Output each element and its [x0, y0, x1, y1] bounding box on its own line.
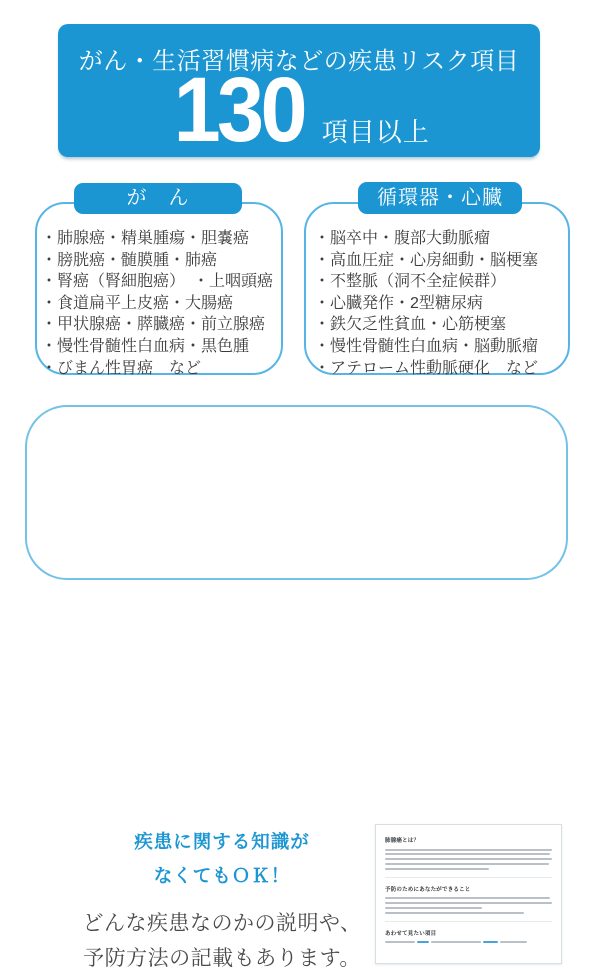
- category-pill-circulatory: 循環器・心臓: [358, 182, 522, 214]
- report-section-heading: 予防のためにあなたができること: [385, 886, 471, 893]
- report-link-line: [385, 941, 552, 943]
- bottom-note-box: [25, 405, 568, 970]
- report-screenshot-preview: [375, 824, 562, 964]
- count-number: 130: [173, 59, 305, 161]
- disease-item: ・びまん性胃癌 など: [41, 359, 202, 377]
- banner: [58, 24, 540, 161]
- note-text-block: [57, 825, 387, 976]
- report-divider: [385, 921, 552, 922]
- report-text-segment: [431, 941, 481, 943]
- category-box-circulatory: [304, 202, 570, 375]
- inline-link-placeholder: [417, 941, 429, 943]
- note-body-line2: 予防方法の記載もあります。: [83, 947, 361, 970]
- disease-item: ・高血圧症・心房細動・脳梗塞: [314, 251, 539, 269]
- disease-item: ・心臓発作・2型糖尿病: [314, 294, 483, 312]
- report-text-line: [385, 858, 552, 860]
- report-text-segment: [385, 941, 415, 943]
- disease-item: ・アテローム性動脈硬化 など: [314, 359, 539, 377]
- disease-item: ・肺腺癌・精巣腫瘍・胆嚢癌: [41, 230, 250, 247]
- disease-item: ・膀胱癌・髄膜腫・肺癌: [41, 251, 218, 269]
- report-text-line: [385, 897, 550, 899]
- count-suffix: 項目以上: [321, 117, 430, 147]
- disease-item: ・脳卒中・腹部大動脈瘤: [314, 230, 491, 247]
- disease-list-circulatory: [306, 204, 568, 379]
- category-box-cancer: [35, 202, 283, 375]
- inline-link-placeholder: [483, 941, 498, 943]
- report-text-line: [385, 863, 549, 865]
- report-text-line: [385, 853, 550, 855]
- report-text-line: [385, 907, 482, 909]
- note-headline-line2: なくてもＯＫ！: [153, 865, 291, 886]
- disease-item: ・慢性骨髄性白血病・黒色腫: [41, 337, 250, 355]
- banner-title: がん・生活習慣病などの疾患リスク項目: [78, 48, 520, 75]
- report-text-segment: [500, 941, 527, 943]
- disease-item: ・不整脈（洞不全症候群）: [314, 273, 507, 291]
- disease-list-cancer: [37, 204, 281, 379]
- note-headline-line1: 疾患に関する知識が: [134, 831, 310, 852]
- report-section-heading: 肺腺癌とは？: [385, 838, 420, 844]
- category-pill-cancer: が ん: [74, 183, 242, 214]
- note-body-line1: どんな疾患なのかの説明や、: [82, 912, 362, 935]
- report-section-heading: あわせて見たい項目: [385, 930, 437, 937]
- disease-item: ・甲状腺癌・膵臓癌・前立腺癌: [41, 316, 266, 334]
- disease-item: ・慢性骨髄性白血病・脳動脈瘤: [314, 337, 539, 355]
- report-text-line: [385, 849, 552, 851]
- report-text-line: [385, 868, 489, 870]
- report-divider: [385, 877, 552, 878]
- report-text-line: [385, 902, 552, 904]
- disease-item: ・腎癌（腎細胞癌） ・上咽頭癌: [41, 273, 274, 291]
- disease-item: ・鉄欠乏性貧血・心筋梗塞: [314, 316, 507, 334]
- note-body-block: [57, 906, 387, 976]
- disease-item: ・食道扁平上皮癌・大腸癌: [41, 294, 234, 312]
- report-text-line: [385, 912, 524, 914]
